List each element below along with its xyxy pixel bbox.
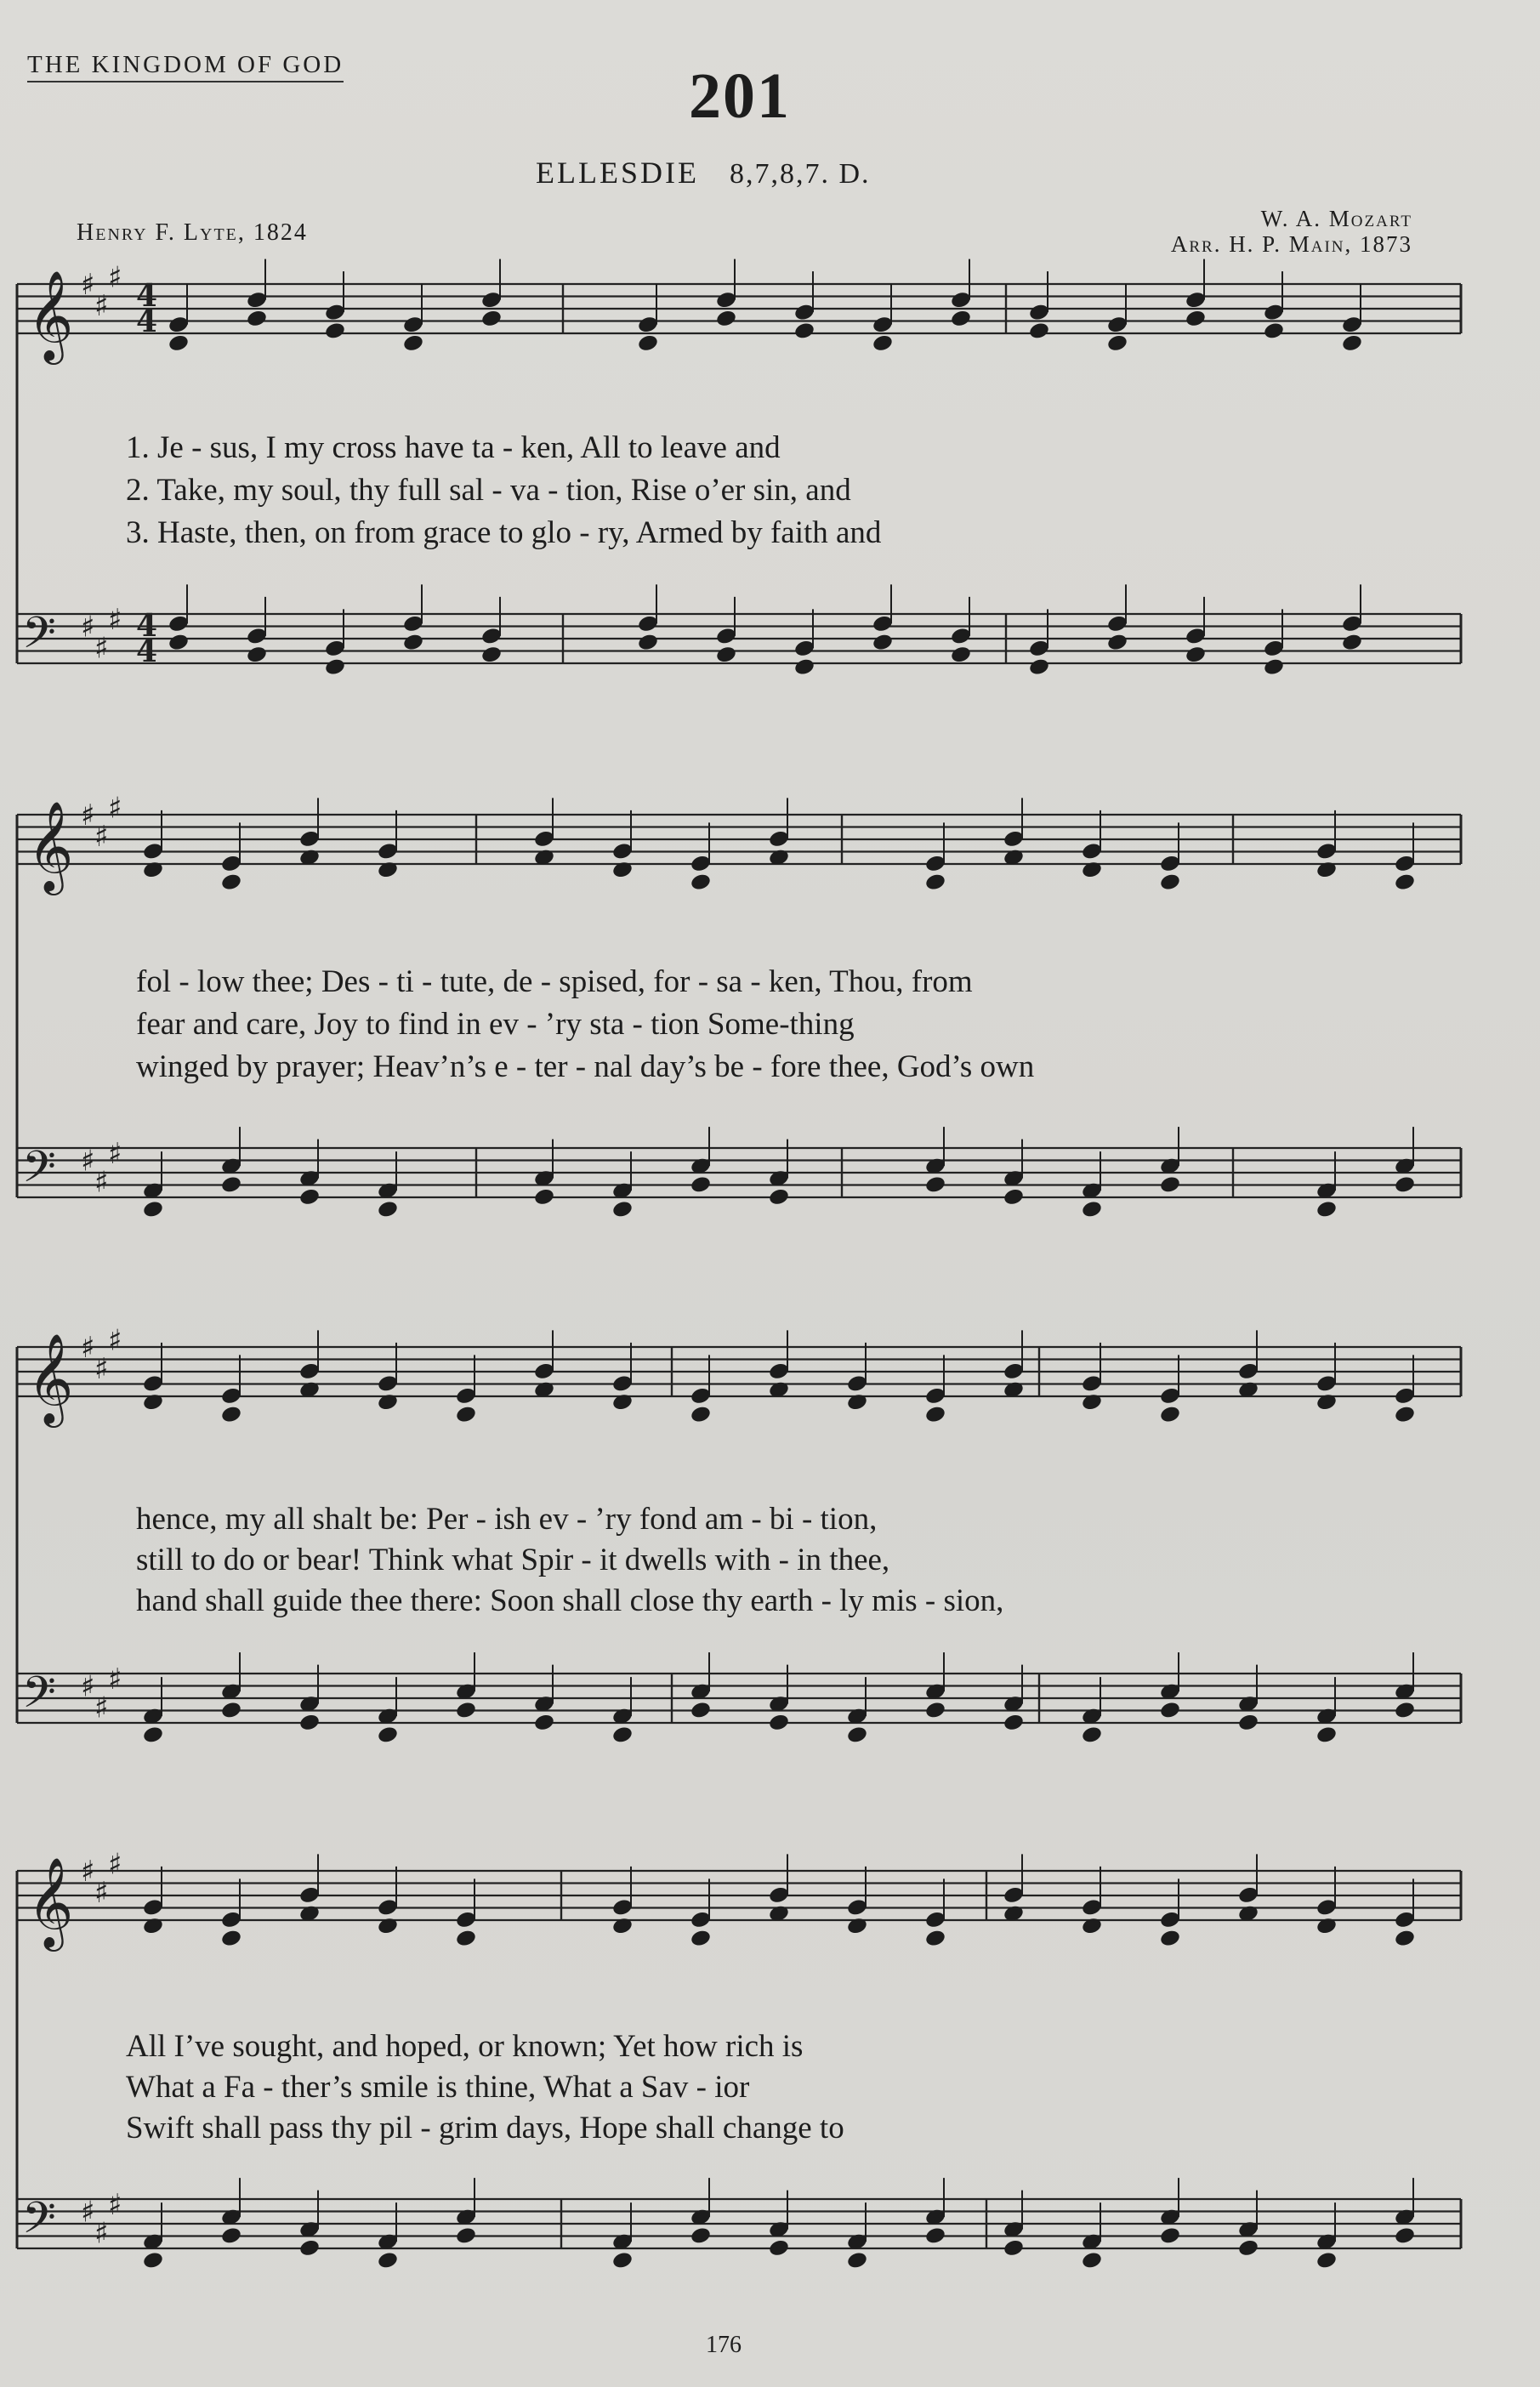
note-head <box>324 321 346 341</box>
note-head <box>793 657 815 677</box>
note-head <box>1003 1713 1025 1732</box>
note-head <box>1394 1929 1416 1948</box>
note-head <box>1028 321 1050 341</box>
lyric-line: hand shall guide thee there: Soon shall close thy earth - ly mis - sion, <box>136 1583 1004 1618</box>
note-head <box>1394 1175 1416 1195</box>
sharp-icon: ♯ <box>94 820 109 854</box>
note-head <box>220 1405 242 1424</box>
sharp-icon: ♯ <box>108 1137 122 1171</box>
lyric-line: All I’ve sought, and hoped, or known; Yet how rich is <box>126 2029 804 2064</box>
sharp-icon: ♯ <box>94 631 109 666</box>
bass-clef-icon: 𝄢 <box>22 606 56 669</box>
sharp-icon: ♯ <box>108 603 122 637</box>
note-head <box>690 1701 712 1720</box>
note-head <box>924 1929 946 1948</box>
note-head <box>1316 1916 1338 1935</box>
note-head <box>377 1725 399 1745</box>
note-head <box>246 645 268 664</box>
note-head <box>611 1392 634 1412</box>
note-head <box>1237 1713 1259 1732</box>
note-head <box>950 309 972 328</box>
note-head <box>1263 657 1285 677</box>
note-head <box>715 309 737 328</box>
note-head <box>220 1701 242 1720</box>
time-signature-digit: 4 <box>136 304 158 339</box>
note-head <box>142 1725 164 1745</box>
page-number: 176 <box>706 2332 742 2358</box>
note-head <box>1263 321 1285 341</box>
note-head <box>1106 333 1128 353</box>
lyric-line: fol - low thee; Des - ti - tute, de - spised, for - sa - ken, Thou, from <box>136 964 973 999</box>
note-head <box>611 860 634 879</box>
sharp-icon: ♯ <box>94 289 109 323</box>
note-head <box>611 1916 634 1935</box>
note-head <box>1081 860 1103 879</box>
sharp-icon: ♯ <box>108 1662 122 1696</box>
note-head <box>1394 872 1416 892</box>
note-head <box>846 2251 868 2270</box>
note-head <box>846 1725 868 1745</box>
sharp-icon: ♯ <box>108 1847 122 1882</box>
note-head <box>142 1200 164 1219</box>
treble-clef-icon: 𝄞 <box>27 270 74 361</box>
treble-clef-icon: 𝄞 <box>27 800 74 891</box>
note-head <box>611 1725 634 1745</box>
note-head <box>1394 1701 1416 1720</box>
note-head <box>872 633 894 652</box>
author-credit: Henry F. Lyte, 1824 <box>77 219 308 246</box>
note-head <box>768 1713 790 1732</box>
note-head <box>377 1916 399 1935</box>
note-head <box>377 1200 399 1219</box>
note-head <box>168 633 190 652</box>
note-head <box>533 1713 555 1732</box>
note-head <box>402 333 424 353</box>
sharp-icon: ♯ <box>81 2195 95 2230</box>
sharp-icon: ♯ <box>94 1352 109 1386</box>
note-head <box>768 1187 790 1207</box>
note-head <box>1159 1175 1181 1195</box>
sharp-icon: ♯ <box>94 2216 109 2251</box>
note-head <box>1028 657 1050 677</box>
note-head <box>1316 1200 1338 1219</box>
note-head <box>1316 860 1338 879</box>
lyric-line: hence, my all shalt be: Per - ish ev - ’ry fond am - bi - tion, <box>136 1502 878 1537</box>
treble-clef-icon: 𝄞 <box>27 1856 74 1947</box>
note-head <box>1003 2238 1025 2258</box>
sharp-icon: ♯ <box>81 1669 95 1704</box>
lyric-line: What a Fa - ther’s smile is thine, What a Sav - ior <box>126 2070 750 2105</box>
note-head <box>142 1916 164 1935</box>
composer-name: W. A. Mozart <box>1260 206 1412 231</box>
note-head <box>1185 309 1207 328</box>
note-head <box>1159 1929 1181 1948</box>
lyric-line: winged by prayer; Heav’n’s e - ter - nal day’s be - fore thee, God’s own <box>136 1049 1035 1084</box>
note-head <box>872 333 894 353</box>
note-head <box>1341 333 1363 353</box>
note-head <box>1316 1392 1338 1412</box>
note-head <box>690 872 712 892</box>
sharp-icon: ♯ <box>108 260 122 295</box>
note-head <box>1081 1725 1103 1745</box>
note-head <box>1081 1200 1103 1219</box>
note-head <box>924 1701 946 1720</box>
note-head <box>142 1392 164 1412</box>
bass-clef-icon: 𝄢 <box>22 1666 56 1729</box>
note-head <box>690 1175 712 1195</box>
note-head <box>1316 2251 1338 2270</box>
sharp-icon: ♯ <box>81 1331 95 1365</box>
note-head <box>1316 1725 1338 1745</box>
tune-name: ELLESDIE <box>536 156 699 190</box>
note-head <box>924 1405 946 1424</box>
treble-clef-icon: 𝄞 <box>27 1333 74 1424</box>
lyric-line: 1. Je - sus, I my cross have ta - ken, All to leave and <box>126 430 781 465</box>
note-head <box>690 2226 712 2246</box>
note-head <box>246 309 268 328</box>
sharp-icon: ♯ <box>81 268 95 302</box>
note-head <box>637 633 659 652</box>
note-head <box>298 1713 321 1732</box>
note-head <box>377 2251 399 2270</box>
sharp-icon: ♯ <box>108 1323 122 1358</box>
note-head <box>220 1175 242 1195</box>
note-head <box>1159 1701 1181 1720</box>
note-head <box>611 1200 634 1219</box>
note-head <box>480 645 503 664</box>
note-head <box>298 2238 321 2258</box>
hymn-number: 201 <box>689 60 791 132</box>
note-head <box>377 1392 399 1412</box>
lyric-line: 2. Take, my soul, thy full sal - va - tion, Rise o’er sin, and <box>126 473 851 508</box>
note-head <box>220 2226 242 2246</box>
note-head <box>1159 1405 1181 1424</box>
note-head <box>1081 1392 1103 1412</box>
time-signature-digit: 4 <box>136 278 158 314</box>
note-head <box>1003 1187 1025 1207</box>
note-head <box>402 633 424 652</box>
note-head <box>1394 1405 1416 1424</box>
sharp-icon: ♯ <box>81 610 95 645</box>
note-head <box>1081 2251 1103 2270</box>
note-head <box>220 1929 242 1948</box>
sharp-icon: ♯ <box>94 1691 109 1725</box>
note-head <box>1159 2226 1181 2246</box>
note-head <box>924 872 946 892</box>
note-head <box>142 2251 164 2270</box>
sharp-icon: ♯ <box>108 2188 122 2222</box>
note-head <box>455 1701 477 1720</box>
note-head <box>1159 872 1181 892</box>
note-head <box>480 309 503 328</box>
note-head <box>611 2251 634 2270</box>
lyric-line: 3. Haste, then, on from grace to glo - ry, Armed by faith and <box>126 515 882 550</box>
bass-clef-icon: 𝄢 <box>22 1140 56 1203</box>
sharp-icon: ♯ <box>81 799 95 833</box>
note-head <box>1106 633 1128 652</box>
meter: 8,7,8,7. D. <box>729 158 871 190</box>
section-title: THE KINGDOM OF GOD <box>27 51 344 82</box>
bass-clef-icon: 𝄢 <box>22 2191 56 2254</box>
note-head <box>455 1405 477 1424</box>
sharp-icon: ♯ <box>94 1876 109 1910</box>
note-head <box>142 860 164 879</box>
note-head <box>846 1392 868 1412</box>
sharp-icon: ♯ <box>81 1144 95 1179</box>
note-head <box>377 860 399 879</box>
note-head <box>1185 645 1207 664</box>
note-head <box>1237 2238 1259 2258</box>
sharp-icon: ♯ <box>81 1855 95 1889</box>
note-head <box>324 657 346 677</box>
time-signature-digit: 4 <box>136 634 158 669</box>
sharp-icon: ♯ <box>108 791 122 826</box>
note-head <box>168 333 190 353</box>
time-signature-digit: 4 <box>136 608 158 644</box>
note-head <box>690 1405 712 1424</box>
lyric-line: fear and care, Joy to find in ev - ’ry sta - tion Some-thing <box>136 1007 855 1042</box>
note-head <box>455 1929 477 1948</box>
arranger-credit: Arr. H. P. Main, 1873 <box>1170 231 1412 257</box>
note-head <box>1341 633 1363 652</box>
note-head <box>793 321 815 341</box>
note-head <box>950 645 972 664</box>
lyric-line: Swift shall pass thy pil - grim days, Hope shall change to <box>126 2111 844 2145</box>
note-head <box>1081 1916 1103 1935</box>
note-head <box>715 645 737 664</box>
note-head <box>690 1929 712 1948</box>
note-head <box>455 2226 477 2246</box>
note-head <box>1394 2226 1416 2246</box>
note-head <box>298 1187 321 1207</box>
note-head <box>924 1175 946 1195</box>
note-head <box>846 1916 868 1935</box>
note-head <box>533 1187 555 1207</box>
note-head <box>637 333 659 353</box>
note-head <box>220 872 242 892</box>
sharp-icon: ♯ <box>94 1165 109 1200</box>
lyric-line: still to do or bear! Think what Spir - it dwells with - in thee, <box>136 1543 890 1577</box>
note-head <box>768 2238 790 2258</box>
note-head <box>924 2226 946 2246</box>
